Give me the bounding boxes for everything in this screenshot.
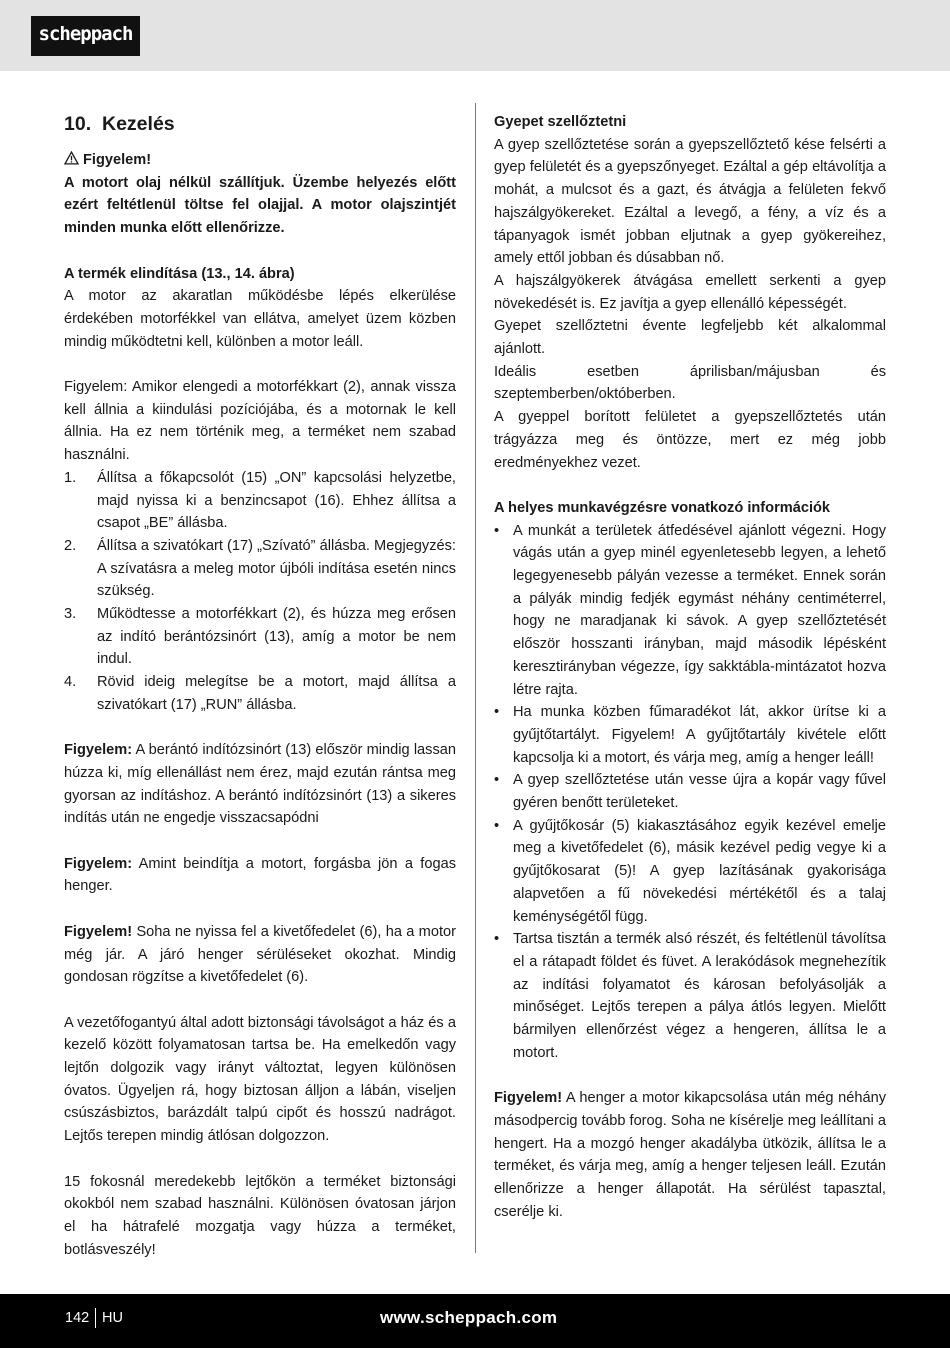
note-ejection-flap	[64, 921, 456, 989]
note-starter-cord	[64, 739, 456, 830]
bullet: •	[494, 704, 500, 721]
note-text: Amint beindítja a motort, forgásba jön a fogas henger.	[64, 855, 456, 895]
final-warning	[494, 1087, 886, 1223]
list-item	[64, 467, 456, 535]
warning-heading	[64, 149, 456, 172]
work-info-heading: A helyes munkavégzésre vonatkozó információk	[494, 499, 831, 516]
bullet-text: Tartsa tisztán a termék alsó részét, és feltétlenül távolítsa el a rátapadt földet és füvet. A lerakódások megnehezítik az indítási folyamatot és károsan befolyásolják a minőséget. Lejtős terepen a pálya átlós legyen. Mielőtt bármilyen ellenőrzést végez a hengeren, állítsa le a motort.	[513, 931, 886, 1061]
list-item	[64, 671, 456, 716]
section-number: 10.	[64, 113, 92, 135]
step-number: 2.	[64, 537, 77, 554]
aerate-paragraph: Ideális esetben áprilisban/májusban és szeptemberben/októberben.	[494, 363, 886, 403]
step-text: Rövid ideig melegítse be a motort, majd állítsa a szivatókart (17) „RUN” állásba.	[97, 674, 456, 713]
step-text: Működtesse a motorfékkart (2), és húzza meg erősen az indító berántózsinórt (13), amíg a motor be nem indul.	[97, 606, 456, 668]
language-code: HU	[102, 1310, 123, 1326]
list-item	[494, 769, 886, 814]
list-item	[494, 815, 886, 929]
column-divider	[475, 103, 476, 1253]
aerate-paragraph: Gyepet szellőztetni évente legfeljebb két alkalommal ajánlott.	[494, 318, 886, 358]
left-column	[64, 111, 456, 1261]
bullet-text: A gyűjtőkosár (5) kiakasztásához egyik kezével emelje meg a kivetőfedelet (6), másik kezével pedig vegye ki a gyűjtőkosarat (5)! A gyep lazításának gyakorisága alapvetően a fű növekedési mértékétől és a talaj keménységétől függ.	[513, 817, 886, 925]
note-label: Figyelem!	[494, 1090, 563, 1107]
list-item	[494, 928, 886, 1064]
list-item	[494, 520, 886, 702]
bullet: •	[494, 772, 500, 789]
step-text: Állítsa a szivatókart (17) „Szívató” állásba. Megjegyzés: A szívatásra a meleg motor újbóli indítása esetén nincs szükség.	[97, 537, 456, 600]
note-roller-rotation	[64, 853, 456, 898]
work-info-list	[494, 520, 886, 1065]
start-text: A motor az akaratlan működésbe lépés elkerülése érdekében motorfékkel van ellátva, amelyet üzem közben mindig működtetni kell, különben a motor leáll.	[64, 288, 456, 350]
aerate-paragraph: A gyep szellőztetése során a gyepszellőztető kése felsérti a gyep felületét és a gyepszőnyeget. Ezáltal a gép eltávolítja a mohát, a mulcsot és a gazt, és átvágja a felületen fekvő hajszálgyökereket. Ezáltal a levegő, a fény, a víz és a tápanyagok ismét jobban eljutnak a gyep gyökereihez, amely ettől jobban és dúsabban nő.	[494, 136, 886, 267]
start-steps-list	[64, 467, 456, 717]
brake-warning-text: Figyelem: Amikor elengedi a motorfékkart (2), annak vissza kell állnia a kiindulási pozíciójába, és a motornak le kell állnia. Ha ez nem történik meg, a terméket nem szabad használni.	[64, 379, 456, 464]
bullet-text: Ha munka közben fűmaradékot lát, akkor ürítse ki a gyűjtőtartályt. Figyelem! A gyűjtőtartály kivétele előtt kapcsolja ki a motort, és várja meg, amíg a henger leáll!	[513, 704, 886, 766]
list-item	[494, 701, 886, 769]
logo-text: scheppach	[38, 23, 133, 45]
aerate-paragraph: A gyeppel borított felületet a gyepszellőztetés után trágyázza meg és öntözze, mert ez még jobb eredményekhez vezet.	[494, 409, 886, 471]
bullet-text: A gyep szellőztetése után vesse újra a kopár vagy fűvel gyéren benőtt területeket.	[513, 772, 886, 812]
note-text: A henger a motor kikapcsolása után még néhány másodpercig tovább forog. Soha ne kísérelje meg leállítani a hengert. Ha a mozgó henger akadályba ütközik, állítsa le a terméket, és várja meg, amíg a henger teljesen leáll. Ezután ellenőrizze a henger állapotát. Ha sérülést tapasztal, cserélje ki.	[494, 1090, 886, 1220]
warning-title: Figyelem!	[83, 152, 152, 168]
list-item	[64, 535, 456, 603]
step-number: 1.	[64, 469, 77, 486]
note-text: Soha ne nyissa fel a kivetőfedelet (6), ha a motor még jár. A járó henger sérüléseket okozhat. Mindig gondosan rögzítse a kivetőfedelet (6).	[64, 923, 456, 986]
step-number: 4.	[64, 674, 77, 691]
bullet: •	[494, 931, 500, 948]
warning-text: A motort olaj nélkül szállítjuk. Üzembe helyezés előtt ezért feltétlenül töltse fel olajjal. A motor olajszintjét minden munka előtt ellenőrizze.	[64, 174, 456, 237]
right-column	[494, 111, 886, 1223]
start-heading: A termék elindítása (13., 14. ábra)	[64, 265, 295, 282]
section-heading	[64, 111, 456, 137]
website-link[interactable]: www.scheppach.com	[380, 1308, 558, 1327]
bullet: •	[494, 817, 500, 834]
step-number: 3.	[64, 606, 77, 623]
brand-logo	[31, 16, 140, 56]
section-title: Kezelés	[102, 113, 175, 135]
note-label: Figyelem!	[64, 923, 133, 940]
footer-separator	[95, 1308, 96, 1328]
footer-bar	[0, 1294, 950, 1348]
list-item	[64, 603, 456, 671]
note-label: Figyelem:	[64, 855, 133, 872]
bullet: •	[494, 522, 500, 539]
step-text: Állítsa a főkapcsolót (15) „ON” kapcsolási helyzetbe, majd nyissa ki a benzincsapot (16). Ehhez állítsa a csapot „BE” állásba.	[97, 469, 456, 532]
safety-distance-paragraph: A vezetőfogantyú által adott biztonsági távolságot a ház és a kezelő között folyamatosan tartsa be. Ha emelkedőn vagy lejtőn dolgozik vagy irányt változtat, legyen különösen óvatos. Ügyeljen rá, hogy biztosan álljon a lábán, viseljen csúszásbiztos, barázdált talpú cipőt és hosszú nadrágot. Lejtős terepen mindig átlósan dolgozzon.	[64, 1014, 456, 1145]
page-number: 142	[65, 1310, 90, 1326]
slope-paragraph: 15 fokosnál meredekebb lejtőkön a terméket biztonsági okokból nem szabad használni. Különösen óvatosan járjon el ha hátrafelé mozgatja vagy húzza a terméket, botlásveszély!	[64, 1173, 456, 1258]
bullet-text: A munkát a területek átfedésével ajánlott végezni. Hogy vágás után a gyep minél egyenletesebb legyen, a lehető legegyenesebb pályán vezesse a terméket. Ennek során a pályák mindig fedjék egymást néhány centiméterrel, hogy ne maradjanak ki sávok. A gyep szellőztetését először hosszanti irányban, majd második lépésként keresztirányban végezze, így sakktábla-mintázatot hozva létre rajta.	[513, 522, 886, 698]
top-bar	[0, 0, 950, 71]
note-label: Figyelem:	[64, 742, 133, 759]
warning-triangle-icon	[64, 151, 79, 165]
aerate-paragraph: A hajszálgyökerek átvágása emellett serkenti a gyep növekedését is. Ez javítja a gyep ellenálló képességét.	[494, 272, 886, 312]
aerate-heading: Gyepet szellőztetni	[494, 114, 627, 130]
note-text: A berántó indítózsinórt (13) először mindig lassan húzza ki, míg ellenállást nem érez, majd ezután rántsa meg gyorsan az indításhoz. A berántó indítózsinórt (13) a sikeres indítás után ne engedje visszacsapódni	[64, 742, 456, 827]
